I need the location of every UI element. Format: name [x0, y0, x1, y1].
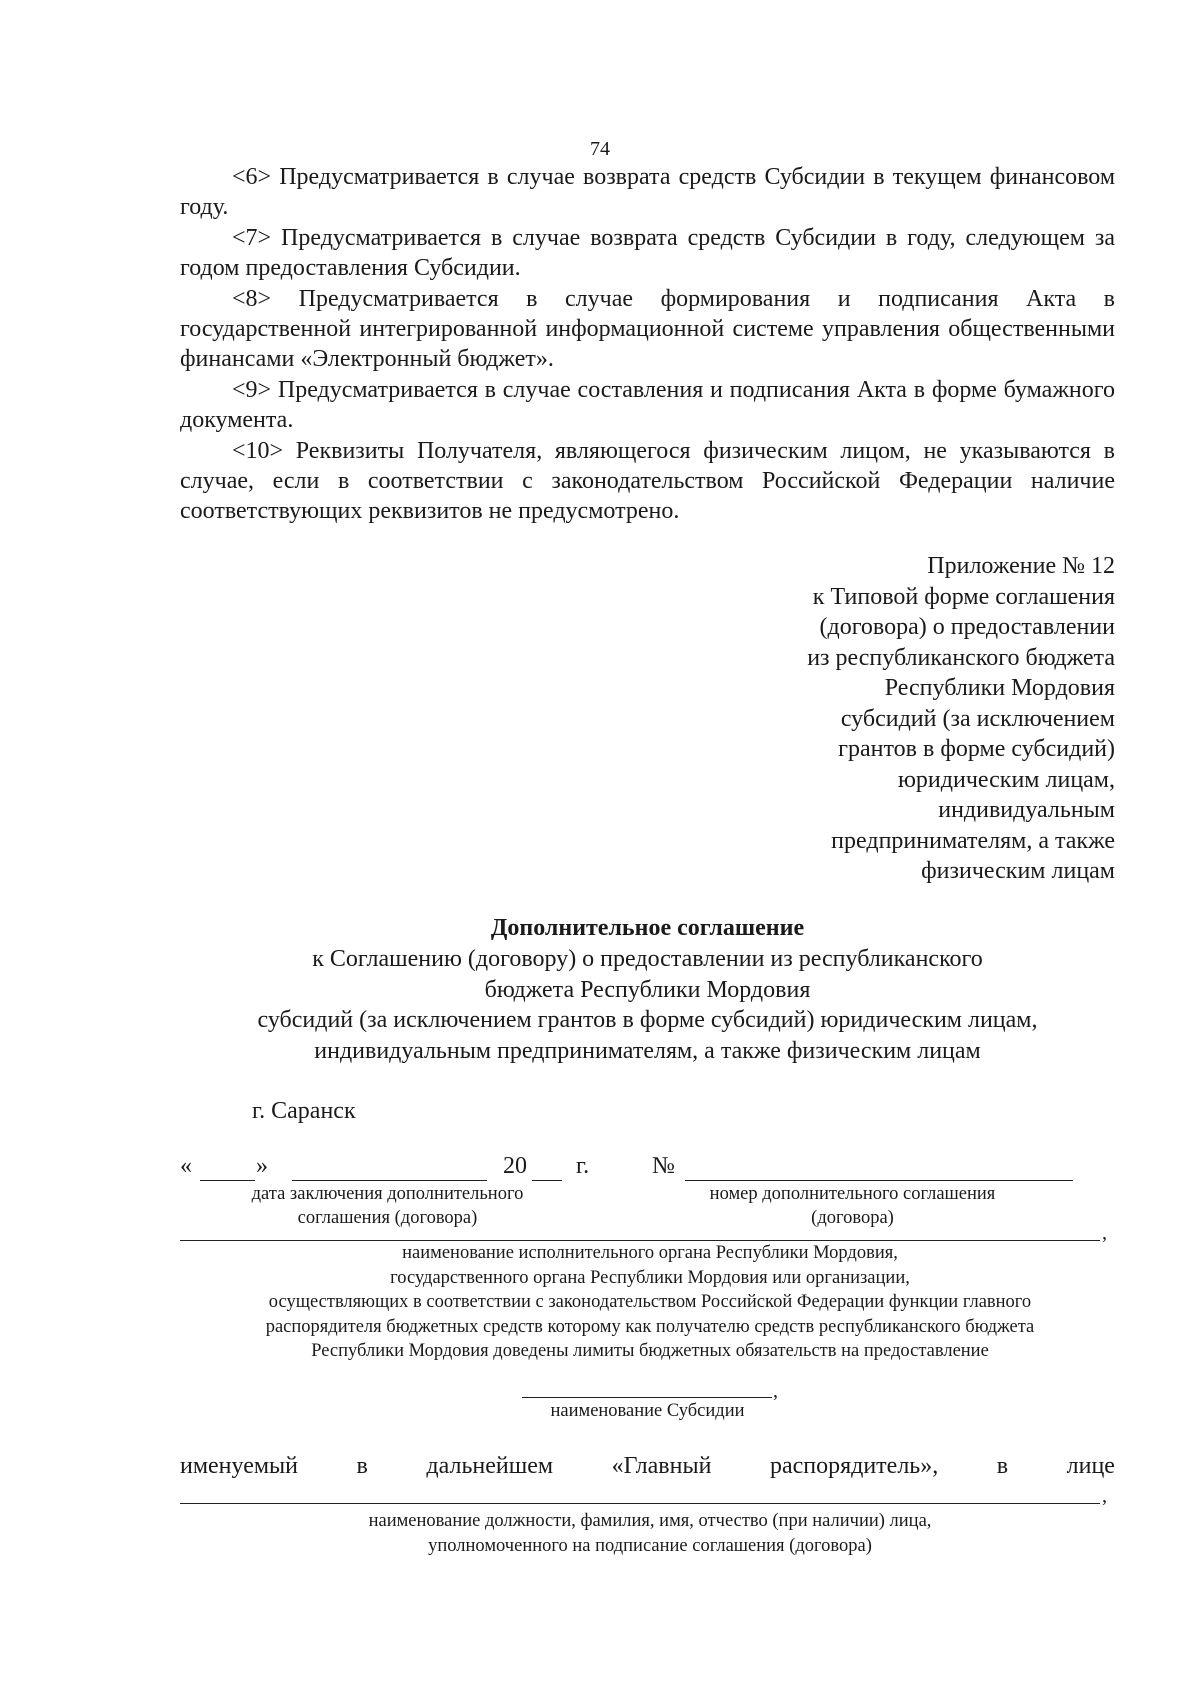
year-suffix: г.	[576, 1153, 590, 1179]
person-comma: ,	[1102, 1485, 1107, 1507]
agreement-subtitle-line: бюджета Республики Мордовия	[484, 976, 811, 1003]
year-prefix: 20	[503, 1153, 527, 1179]
authority-caption	[170, 1241, 1130, 1364]
appendix-line: индивидуальным	[938, 797, 1115, 823]
close-quote: »	[256, 1153, 268, 1179]
appendix-line: к Типовой форме соглашения	[812, 583, 1115, 610]
agreement-subtitle	[160, 944, 1135, 1066]
number-sign: №	[652, 1153, 675, 1179]
authority-caption-line: Республики Мордовия доведены лимиты бюджетных обязательств на предоставление	[311, 1341, 989, 1361]
authority-caption-line: наименование исполнительного органа Республики Мордовия,	[402, 1243, 898, 1263]
authority-comma: ,	[1102, 1222, 1107, 1244]
appendix-line: предпринимателям, а также	[831, 827, 1115, 854]
open-quote: «	[180, 1153, 192, 1179]
date-caption	[190, 1182, 585, 1230]
day-blank[interactable]	[200, 1180, 255, 1181]
appendix-line: грантов в форме субсидий)	[838, 736, 1115, 762]
appendix-line: субсидий (за исключением	[840, 705, 1115, 732]
subsidy-comma: ,	[773, 1380, 778, 1402]
person-caption-line: уполномоченного на подписание соглашения (договора)	[428, 1535, 872, 1556]
person-blank[interactable]	[180, 1503, 1100, 1504]
named-row-word: распорядитель»,	[769, 1453, 939, 1479]
person-caption-line: наименование должности, фамилия, имя, отчество (при наличии) лица,	[368, 1511, 932, 1531]
footnote-9: <9> Предусматривается в случае составления и подписания Акта в форме бумажного документа.	[180, 377, 1115, 433]
footnotes	[180, 162, 1115, 526]
named-row-word: дальнейшем	[426, 1453, 554, 1479]
appendix-line: юридическим лицам,	[898, 766, 1115, 793]
agreement-subtitle-line: к Соглашению (договору) о предоставлении из республиканского	[312, 946, 983, 972]
footnote-7: <7> Предусматривается в случае возврата средств Субсидии в году, следующем за годом предоставления Субсидии.	[180, 225, 1115, 281]
city: г. Саранск	[252, 1098, 356, 1124]
person-caption	[170, 1509, 1130, 1558]
number-caption-line: номер дополнительного соглашения	[709, 1184, 996, 1204]
appendix-line: (договора) о предоставлении	[819, 614, 1115, 640]
agreement-title: Дополнительное соглашение	[490, 915, 805, 941]
appendix-line: из республиканского бюджета	[807, 644, 1115, 671]
authority-caption-line: осуществляющих в соответствии с законодательством Российской Федерации функции главного	[268, 1292, 1032, 1312]
date-caption-line: соглашения (договора)	[297, 1208, 478, 1228]
appendix-line: Приложение № 12	[927, 553, 1115, 579]
authority-caption-line: государственного органа Республики Мордовия или организации,	[390, 1267, 910, 1288]
authority-caption-line: распорядителя бюджетных средств которому как получателю средств республиканского бюджета	[265, 1316, 1035, 1337]
named-row-word: в	[356, 1453, 368, 1479]
appendix-line: Республики Мордовия	[884, 675, 1115, 701]
named-row-word: лице	[1066, 1453, 1115, 1479]
footnote-8: <8> Предусматривается в случае формирования и подписания Акта в государственной интегрированной информационной системе управления общественными финансами «Электронный бюджет».	[180, 286, 1115, 372]
number-caption	[670, 1182, 1035, 1230]
subsidy-blank[interactable]	[522, 1397, 772, 1398]
named-row-word: «Главный	[611, 1453, 712, 1479]
page-number: 74	[590, 138, 610, 160]
agreement-subtitle-line: индивидуальным предпринимателям, а также физическим лицам	[314, 1037, 981, 1064]
subsidy-caption: наименование Субсидии	[550, 1401, 745, 1421]
date-caption-line: дата заключения дополнительного	[251, 1184, 524, 1204]
year-blank[interactable]	[532, 1180, 562, 1181]
agreement-subtitle-line: субсидий (за исключением грантов в форме субсидий) юридическим лицам,	[257, 1007, 1038, 1033]
number-blank[interactable]	[685, 1180, 1073, 1181]
named-row	[180, 1453, 1115, 1480]
number-caption-line: (договора)	[811, 1208, 894, 1228]
month-blank[interactable]	[292, 1180, 487, 1181]
named-row-word: в	[996, 1453, 1009, 1479]
appendix-header	[700, 551, 1115, 887]
named-row-word: именуемый	[180, 1453, 299, 1479]
appendix-line: физическим лицам	[921, 858, 1115, 884]
footnote-6: <6> Предусматривается в случае возврата средств Субсидии в текущем финансовом году.	[180, 164, 1115, 220]
footnote-10: <10> Реквизиты Получателя, являющегося физическим лицом, не указываются в случае, если в соответствии с законодательством Российской Федерации наличие соответствующих реквизитов не предусмотрено.	[180, 438, 1115, 524]
